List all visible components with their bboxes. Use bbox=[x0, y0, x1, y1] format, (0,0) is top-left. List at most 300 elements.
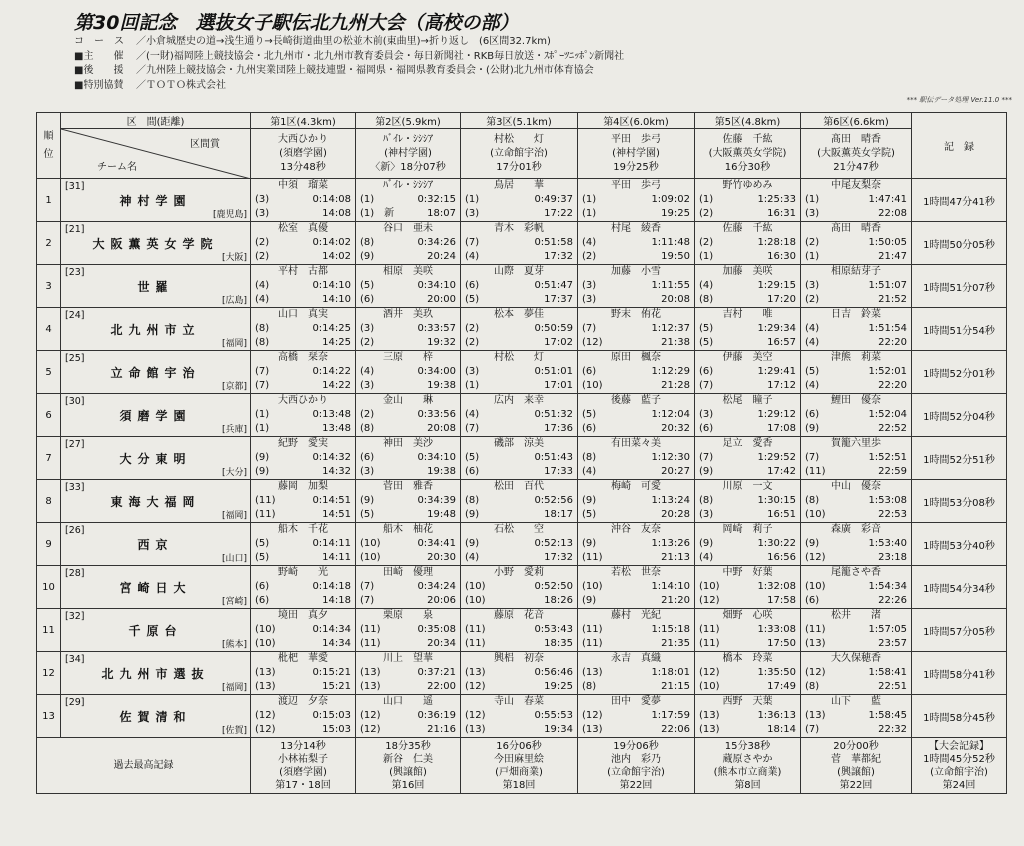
leg-cell bbox=[578, 566, 695, 609]
cumulative-rank: (8) bbox=[582, 452, 597, 463]
prefecture: [福岡] bbox=[221, 683, 247, 693]
cumulative-rank: (11) bbox=[699, 624, 720, 635]
meet-record-cell bbox=[912, 738, 1007, 794]
leg-cell bbox=[251, 265, 356, 308]
rank-cell: 7 bbox=[37, 437, 61, 480]
best-runner: 池内 彩乃 bbox=[611, 753, 661, 765]
leg-time: 16:57 bbox=[767, 337, 796, 348]
leg-time: 17:22 bbox=[544, 208, 573, 219]
info-label: ■主 催 bbox=[74, 50, 124, 62]
cumulative-time: 1:58:45 bbox=[868, 710, 907, 721]
leg-cell bbox=[578, 308, 695, 351]
cumulative-rank: (8) bbox=[805, 495, 820, 506]
leg-cell bbox=[356, 652, 461, 695]
cumulative-rank: (10) bbox=[699, 581, 720, 592]
cumulative-time: 1:17:59 bbox=[651, 710, 690, 721]
cumulative-rank: (13) bbox=[255, 667, 276, 678]
best-edition: 第8回 bbox=[734, 779, 761, 791]
cumulative-rank: (9) bbox=[805, 538, 820, 549]
runner-name: 枇杷 華愛 bbox=[278, 653, 328, 664]
leg-cell bbox=[695, 609, 801, 652]
leg-time: 17:42 bbox=[767, 466, 796, 477]
leg-cell bbox=[801, 695, 912, 738]
leg-cell bbox=[801, 308, 912, 351]
cumulative-time: 0:14:18 bbox=[312, 581, 351, 592]
award-team-header bbox=[61, 129, 251, 179]
team-cell bbox=[61, 480, 251, 523]
cumulative-rank: (1) bbox=[255, 409, 270, 420]
best-edition: 第22回 bbox=[839, 779, 873, 791]
leg-time: 21:16 bbox=[427, 724, 456, 735]
leg-cell bbox=[356, 222, 461, 265]
leg-cell bbox=[695, 308, 801, 351]
leg-rank: (12) bbox=[805, 552, 826, 563]
leg-cell bbox=[578, 480, 695, 523]
runner-name: 髙田 晴香 bbox=[831, 223, 881, 234]
leg-time: 19:38 bbox=[427, 466, 456, 477]
runner-name: 青木 彩帆 bbox=[494, 223, 544, 234]
leg-cell bbox=[461, 265, 578, 308]
leg-rank: (7) bbox=[699, 380, 714, 391]
leg-time: 23:57 bbox=[878, 638, 907, 649]
award-runner: 平田 歩弓 bbox=[611, 133, 661, 145]
cumulative-rank: (10) bbox=[360, 538, 381, 549]
cumulative-rank: (7) bbox=[805, 452, 820, 463]
runner-name: 村尾 綾香 bbox=[611, 223, 661, 234]
cumulative-rank: (11) bbox=[805, 624, 826, 635]
leg-cell bbox=[251, 695, 356, 738]
award-time: 13分48秒 bbox=[280, 161, 326, 173]
leg-cell bbox=[461, 351, 578, 394]
leg-cell bbox=[461, 523, 578, 566]
rank-cell: 12 bbox=[37, 652, 61, 695]
leg-time: 14:22 bbox=[322, 380, 351, 391]
leg-rank: (6) bbox=[699, 423, 714, 434]
cumulative-time: 0:36:19 bbox=[417, 710, 456, 721]
leg-cell bbox=[251, 222, 356, 265]
leg-time: 19:38 bbox=[427, 380, 456, 391]
cumulative-time: 1:13:26 bbox=[651, 538, 690, 549]
best-school: (戸畑商業) bbox=[495, 766, 543, 778]
total-time: 1時間53分08秒 bbox=[912, 480, 1007, 523]
leg-rank: (1) bbox=[255, 423, 270, 434]
leg-time: 18:35 bbox=[544, 638, 573, 649]
cumulative-rank: (13) bbox=[465, 667, 486, 678]
leg-cell bbox=[461, 609, 578, 652]
cumulative-time: 0:15:03 bbox=[312, 710, 351, 721]
info-line-sponsor bbox=[74, 79, 1014, 94]
runner-name: 村松 灯 bbox=[494, 352, 544, 363]
cumulative-time: 0:53:43 bbox=[534, 624, 573, 635]
leg-rank: (4) bbox=[465, 251, 480, 262]
team-row bbox=[37, 394, 1007, 437]
prefecture: [大分] bbox=[221, 468, 247, 478]
team-name: 千原台 bbox=[128, 624, 183, 638]
cumulative-rank: (7) bbox=[360, 581, 375, 592]
cumulative-time: 1:09:02 bbox=[651, 194, 690, 205]
cumulative-time: 0:14:51 bbox=[312, 495, 351, 506]
cumulative-rank: (8) bbox=[360, 237, 375, 248]
award-time: 17分01秒 bbox=[496, 161, 542, 173]
best-edition: 第18回 bbox=[502, 779, 536, 791]
cumulative-time: 0:34:10 bbox=[417, 452, 456, 463]
cumulative-rank: (6) bbox=[582, 366, 597, 377]
bib-number: [21] bbox=[65, 224, 85, 235]
leg-time: 14:08 bbox=[322, 208, 351, 219]
leg-award bbox=[356, 129, 461, 179]
best-record-cell bbox=[461, 738, 578, 794]
leg-time: 20:06 bbox=[427, 595, 456, 606]
leg-time: 22:59 bbox=[878, 466, 907, 477]
leg-time: 23:18 bbox=[878, 552, 907, 563]
leg-cell bbox=[461, 437, 578, 480]
runner-name: 紀野 愛実 bbox=[278, 438, 328, 449]
leg-rank: (13) bbox=[465, 724, 486, 735]
leg-rank: (11) bbox=[582, 552, 603, 563]
runner-name: 野末 侑花 bbox=[611, 309, 661, 320]
cumulative-rank: (4) bbox=[360, 366, 375, 377]
runner-name: 田崎 優理 bbox=[383, 567, 433, 578]
leg-cell bbox=[356, 523, 461, 566]
leg-time: 17:37 bbox=[544, 294, 573, 305]
cumulative-rank: (13) bbox=[805, 710, 826, 721]
leg-rank: (13) bbox=[699, 724, 720, 735]
leg-cell bbox=[578, 695, 695, 738]
leg-cell bbox=[251, 480, 356, 523]
runner-name: 山下 藍 bbox=[831, 696, 881, 707]
leg-rank: (1) bbox=[582, 208, 597, 219]
leg-rank: (3) bbox=[699, 509, 714, 520]
leg-time: 20:30 bbox=[427, 552, 456, 563]
prefecture: [山口] bbox=[221, 554, 247, 564]
leg-rank: (9) bbox=[805, 423, 820, 434]
cumulative-rank: (13) bbox=[360, 667, 381, 678]
award-runner: 佐藤 千紘 bbox=[722, 133, 773, 145]
runner-name: 小野 愛莉 bbox=[494, 567, 544, 578]
leg-rank: (8) bbox=[805, 681, 820, 692]
leg-time: 15:21 bbox=[322, 681, 351, 692]
leg-rank: (6) bbox=[582, 423, 597, 434]
total-time: 1時間58分45秒 bbox=[912, 695, 1007, 738]
bib-number: [32] bbox=[65, 611, 85, 622]
leg-rank: (1) bbox=[699, 251, 714, 262]
leg-cell bbox=[578, 609, 695, 652]
leg-cell bbox=[356, 695, 461, 738]
leg-cell bbox=[356, 351, 461, 394]
rank-cell: 1 bbox=[37, 179, 61, 222]
leg-rank: (8) bbox=[699, 294, 714, 305]
leg-rank: (12) bbox=[582, 337, 603, 348]
runner-name: 賀籠六里歩 bbox=[831, 438, 881, 449]
cumulative-time: 0:34:00 bbox=[417, 366, 456, 377]
leg-rank: (7) bbox=[465, 423, 480, 434]
cumulative-rank: (9) bbox=[699, 538, 714, 549]
rank-cell: 11 bbox=[37, 609, 61, 652]
award-school: (大阪薫英女学院) bbox=[708, 147, 787, 159]
cumulative-time: 1:11:55 bbox=[651, 280, 690, 291]
leg-rank: (11) bbox=[699, 638, 720, 649]
cumulative-rank: (6) bbox=[465, 280, 480, 291]
leg-time: 20:27 bbox=[661, 466, 690, 477]
leg-rank: (2) bbox=[582, 251, 597, 262]
total-time: 1時間51分07秒 bbox=[912, 265, 1007, 308]
cumulative-time: 1:53:08 bbox=[868, 495, 907, 506]
leg-rank: (11) bbox=[360, 638, 381, 649]
best-record-cell bbox=[695, 738, 801, 794]
rank-cell: 4 bbox=[37, 308, 61, 351]
leg-time: 14:32 bbox=[322, 466, 351, 477]
cumulative-rank: (3) bbox=[699, 409, 714, 420]
runner-name: 橋本 玲菜 bbox=[722, 653, 773, 664]
cumulative-time: 1:57:05 bbox=[868, 624, 907, 635]
cumulative-time: 0:37:21 bbox=[417, 667, 456, 678]
total-time: 1時間53分40秒 bbox=[912, 523, 1007, 566]
prefecture: [熊本] bbox=[221, 640, 247, 650]
cumulative-time: 0:52:56 bbox=[534, 495, 573, 506]
cumulative-rank: (4) bbox=[699, 280, 714, 291]
best-school: (熊本市立商業) bbox=[713, 766, 782, 778]
leg-time: 22:00 bbox=[427, 681, 456, 692]
cumulative-rank: (6) bbox=[699, 366, 714, 377]
leg-time: 22:52 bbox=[878, 423, 907, 434]
cumulative-time: 0:51:32 bbox=[534, 409, 573, 420]
cumulative-rank: (1) bbox=[465, 194, 480, 205]
cumulative-time: 1:35:50 bbox=[757, 667, 796, 678]
leg-time: 22:53 bbox=[878, 509, 907, 520]
runner-name: 松尾 瞳子 bbox=[722, 395, 773, 406]
cumulative-time: 1:52:01 bbox=[868, 366, 907, 377]
info-line-support bbox=[74, 64, 1014, 79]
cumulative-time: 1:28:18 bbox=[757, 237, 796, 248]
leg-cell bbox=[578, 179, 695, 222]
leg-rank: (13) bbox=[255, 681, 276, 692]
leg-rank: (9) bbox=[699, 466, 714, 477]
leg-rank: (11) bbox=[582, 638, 603, 649]
team-cell bbox=[61, 523, 251, 566]
leg-cell bbox=[801, 523, 912, 566]
team-cell bbox=[61, 566, 251, 609]
runner-name: 神田 美沙 bbox=[383, 438, 433, 449]
leg-rank: (3) bbox=[255, 208, 270, 219]
leg-award bbox=[578, 129, 695, 179]
cumulative-time: 0:52:50 bbox=[534, 581, 573, 592]
leg-time: 22:51 bbox=[878, 681, 907, 692]
leg-time: 21:47 bbox=[878, 251, 907, 262]
cumulative-time: 0:14:10 bbox=[312, 280, 351, 291]
runner-name: 川原 一文 bbox=[722, 481, 773, 492]
leg-cell bbox=[251, 566, 356, 609]
leg-cell bbox=[356, 566, 461, 609]
leg-cell bbox=[356, 609, 461, 652]
team-row bbox=[37, 609, 1007, 652]
runner-name: 高橋 栞奈 bbox=[278, 352, 328, 363]
team-name: 北九州市立 bbox=[110, 323, 201, 337]
team-row bbox=[37, 695, 1007, 738]
runner-name: 藤村 光紀 bbox=[611, 610, 661, 621]
total-time: 1時間47分41秒 bbox=[912, 179, 1007, 222]
info-label: コ ー ス bbox=[74, 36, 124, 47]
leg-cell bbox=[695, 652, 801, 695]
cumulative-time: 1:14:10 bbox=[651, 581, 690, 592]
leg-award bbox=[801, 129, 912, 179]
runner-name: 永吉 真織 bbox=[611, 653, 661, 664]
leg-cell bbox=[356, 394, 461, 437]
results-table bbox=[36, 112, 1007, 794]
team-row bbox=[37, 523, 1007, 566]
cumulative-rank: (10) bbox=[465, 581, 486, 592]
leg-cell bbox=[695, 222, 801, 265]
cumulative-time: 1:12:04 bbox=[651, 409, 690, 420]
meet-record-edition: 第24回 bbox=[942, 779, 976, 791]
total-time: 1時間50分05秒 bbox=[912, 222, 1007, 265]
cumulative-rank: (12) bbox=[805, 667, 826, 678]
leg-rank: (3) bbox=[465, 208, 480, 219]
best-record-cell bbox=[801, 738, 912, 794]
cumulative-rank: (11) bbox=[360, 624, 381, 635]
cumulative-rank: (3) bbox=[805, 280, 820, 291]
bib-number: [30] bbox=[65, 396, 85, 407]
runner-name: 梅崎 可愛 bbox=[611, 481, 661, 492]
leg-time: 14:51 bbox=[322, 509, 351, 520]
leg-time: 21:52 bbox=[878, 294, 907, 305]
leg-rank: (4) bbox=[805, 337, 820, 348]
runner-name: 谷口 亜未 bbox=[383, 223, 433, 234]
award-school: (立命館宇治) bbox=[490, 147, 548, 159]
cumulative-time: 0:34:39 bbox=[417, 495, 456, 506]
cumulative-rank: (6) bbox=[360, 452, 375, 463]
rank-cell: 2 bbox=[37, 222, 61, 265]
leg-time: 22:20 bbox=[878, 380, 907, 391]
leg-time: 17:33 bbox=[544, 466, 573, 477]
leg-time: 14:02 bbox=[322, 251, 351, 262]
cumulative-rank: (4) bbox=[255, 280, 270, 291]
runner-name: 中須 瑠菜 bbox=[278, 180, 328, 191]
leg-cell bbox=[356, 437, 461, 480]
team-name: 宮崎日大 bbox=[119, 581, 192, 595]
team-row bbox=[37, 265, 1007, 308]
runner-name: 田中 愛夢 bbox=[611, 696, 661, 707]
leg-time: 20:28 bbox=[661, 509, 690, 520]
leg-rank: (7) bbox=[255, 380, 270, 391]
team-row bbox=[37, 308, 1007, 351]
cumulative-time: 1:53:40 bbox=[868, 538, 907, 549]
leg-cell bbox=[801, 179, 912, 222]
cumulative-time: 0:52:13 bbox=[534, 538, 573, 549]
leg-time: 14:25 bbox=[322, 337, 351, 348]
leg-cell bbox=[801, 480, 912, 523]
runner-name: 菅田 雅香 bbox=[383, 481, 433, 492]
leg-time: 19:50 bbox=[661, 251, 690, 262]
cumulative-rank: (9) bbox=[360, 495, 375, 506]
cumulative-time: 0:14:34 bbox=[312, 624, 351, 635]
award-time: 19分25秒 bbox=[613, 161, 659, 173]
leg-rank: (9) bbox=[255, 466, 270, 477]
cumulative-rank: (10) bbox=[805, 581, 826, 592]
cumulative-time: 1:30:22 bbox=[757, 538, 796, 549]
best-time: 18分35秒 bbox=[385, 740, 431, 752]
cumulative-time: 1:32:08 bbox=[757, 581, 796, 592]
team-row bbox=[37, 566, 1007, 609]
award-time: 21分47秒 bbox=[833, 161, 879, 173]
info-line-organizer bbox=[74, 50, 1014, 65]
runner-name: 磯部 涼美 bbox=[494, 438, 544, 449]
cumulative-rank: (5) bbox=[699, 323, 714, 334]
diagonal-divider bbox=[61, 129, 251, 179]
leg-cell bbox=[578, 222, 695, 265]
prefecture: [広島] bbox=[221, 296, 247, 306]
leg-header: 第6区(6.6km) bbox=[801, 113, 912, 129]
bib-number: [26] bbox=[65, 525, 85, 536]
cumulative-rank: (9) bbox=[465, 538, 480, 549]
cumulative-time: 1:58:41 bbox=[868, 667, 907, 678]
leg-time: 14:11 bbox=[322, 552, 351, 563]
runner-name: 藤岡 加梨 bbox=[278, 481, 328, 492]
runner-name: 相原 美咲 bbox=[383, 266, 433, 277]
prefecture: [宮崎] bbox=[221, 597, 247, 607]
cumulative-time: 0:56:46 bbox=[534, 667, 573, 678]
leg-rank: (6) bbox=[805, 595, 820, 606]
cumulative-time: 0:14:08 bbox=[312, 194, 351, 205]
leg-rank: (11) bbox=[465, 638, 486, 649]
team-cell bbox=[61, 652, 251, 695]
leg-time: 13:48 bbox=[322, 423, 351, 434]
leg-cell bbox=[461, 566, 578, 609]
leg-time: 18:14 bbox=[767, 724, 796, 735]
leg-rank: (4) bbox=[699, 552, 714, 563]
cumulative-time: 0:51:01 bbox=[534, 366, 573, 377]
cumulative-time: 0:13:48 bbox=[312, 409, 351, 420]
leg-rank: (5) bbox=[360, 509, 375, 520]
cumulative-rank: (5) bbox=[805, 366, 820, 377]
leg-time: 20:24 bbox=[427, 251, 456, 262]
leg-rank: (5) bbox=[582, 509, 597, 520]
leg-cell bbox=[251, 394, 356, 437]
leg-cell bbox=[251, 523, 356, 566]
cumulative-rank: (1) bbox=[360, 194, 375, 205]
leg-cell bbox=[695, 351, 801, 394]
record-header: 記 録 bbox=[912, 113, 1007, 179]
leg-time: 21:15 bbox=[661, 681, 690, 692]
cumulative-time: 1:33:08 bbox=[757, 624, 796, 635]
cumulative-rank: (8) bbox=[465, 495, 480, 506]
cumulative-rank: (7) bbox=[465, 237, 480, 248]
cumulative-time: 1:51:07 bbox=[868, 280, 907, 291]
cumulative-rank: (13) bbox=[582, 667, 603, 678]
leg-time: 19:25 bbox=[544, 681, 573, 692]
runner-name: 中尾友梨奈 bbox=[831, 180, 881, 191]
leg-cell bbox=[578, 652, 695, 695]
cumulative-time: 1:52:04 bbox=[868, 409, 907, 420]
rank-header bbox=[37, 113, 61, 179]
runner-name: 鯉田 優奈 bbox=[831, 395, 881, 406]
leg-time: 16:56 bbox=[767, 552, 796, 563]
best-record-cell bbox=[356, 738, 461, 794]
best-record-cell bbox=[251, 738, 356, 794]
cumulative-time: 1:15:18 bbox=[651, 624, 690, 635]
runner-name: 後藤 藍子 bbox=[611, 395, 661, 406]
leg-cell bbox=[356, 265, 461, 308]
cumulative-time: 0:14:02 bbox=[312, 237, 351, 248]
runner-name: 西野 天葉 bbox=[722, 696, 773, 707]
team-name: 東海大福岡 bbox=[110, 495, 201, 509]
leg-rank: (5) bbox=[699, 337, 714, 348]
leg-time: 17:01 bbox=[544, 380, 573, 391]
team-cell bbox=[61, 394, 251, 437]
best-time: 16分06秒 bbox=[496, 740, 542, 752]
leg-rank: (12) bbox=[465, 681, 486, 692]
best-time: 13分14秒 bbox=[280, 740, 326, 752]
prefecture: [兵庫] bbox=[221, 425, 247, 435]
